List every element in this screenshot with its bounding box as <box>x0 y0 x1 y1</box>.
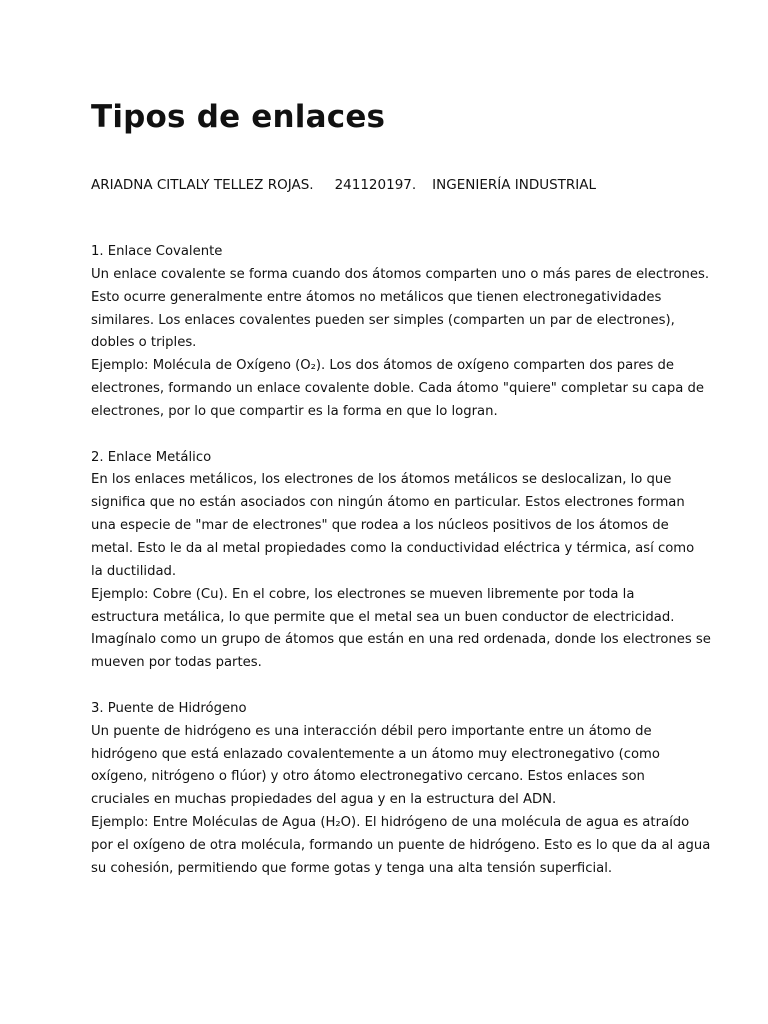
body-line: una especie de "mar de electrones" que rodea a los núcleos positivos de los átomos de <box>91 518 669 534</box>
body-line: hidrógeno que está enlazado covalentemente a un átomo muy electronegativo (como <box>91 746 660 762</box>
body-line: electrones, formando un enlace covalente doble. Cada átomo "quiere" completar su capa de <box>91 381 705 397</box>
body-line: cruciales en muchas propiedades del agua y en la estructura del ADN. <box>91 792 557 808</box>
body-line: por el oxígeno de otra molécula, formando un puente de hidrógeno. Esto es lo que da al agua <box>91 837 711 853</box>
body-line: similares. Los enlaces covalentes pueden ser simples (comparten un par de electrones), <box>91 312 675 328</box>
body-line: En los enlaces metálicos, los electrones de los átomos metálicos se deslocalizan, lo que <box>91 472 672 488</box>
body-line: dobles o triples. <box>91 335 197 351</box>
body-line: oxígeno, nitrógeno o flúor) y otro átomo electronegativo cercano. Estos enlaces son <box>91 769 645 785</box>
body-line: estructura metálica, lo que permite que el metal sea un buen conductor de electricidad. <box>91 609 675 625</box>
body-line: metal. Esto le da al metal propiedades como la conductividad eléctrica y térmica, así como <box>91 540 695 556</box>
section-hydrogen-bond <box>91 698 711 881</box>
body-line: la ductilidad. <box>91 563 177 579</box>
body-line: Esto ocurre generalmente entre átomos no metálicos que tienen electronegatividades <box>91 289 662 305</box>
career-name: INGENIERÍA INDUSTRIAL <box>432 177 597 193</box>
document-body <box>91 241 711 903</box>
body-line: Un enlace covalente se forma cuando dos átomos comparten uno o más pares de electrones. <box>91 266 710 282</box>
author-line <box>91 174 596 196</box>
body-line: Ejemplo: Molécula de Oxígeno (O₂). Los dos átomos de oxígeno comparten dos pares de <box>91 358 675 374</box>
body-line: su cohesión, permitiendo que forme gotas y tenga una alta tensión superficial. <box>91 860 613 876</box>
section-heading: 2. Enlace Metálico <box>91 449 212 465</box>
section-metallic-bond <box>91 447 711 675</box>
section-heading: 3. Puente de Hidrógeno <box>91 700 247 716</box>
body-line: significa que no están asociados con ningún átomo en particular. Estos electrones forman <box>91 495 685 511</box>
body-line: Un puente de hidrógeno es una interacción débil pero importante entre un átomo de <box>91 723 652 739</box>
body-line: Imagínalo como un grupo de átomos que están en una red ordenada, donde los electrones se <box>91 632 711 648</box>
document-title: Tipos de enlaces <box>91 99 386 135</box>
student-id: 241120197. <box>334 177 417 193</box>
body-line: mueven por todas partes. <box>91 655 262 671</box>
body-line: Ejemplo: Entre Moléculas de Agua (H₂O). El hidrógeno de una molécula de agua es atraído <box>91 815 690 831</box>
section-covalent-bond <box>91 241 710 424</box>
section-heading: 1. Enlace Covalente <box>91 244 223 259</box>
body-line: Ejemplo: Cobre (Cu). En el cobre, los electrones se mueven libremente por toda la <box>91 586 635 602</box>
body-line: electrones, por lo que compartir es la forma en que lo logran. <box>91 403 498 419</box>
author-name: ARIADNA CITLALY TELLEZ ROJAS. <box>91 177 314 193</box>
